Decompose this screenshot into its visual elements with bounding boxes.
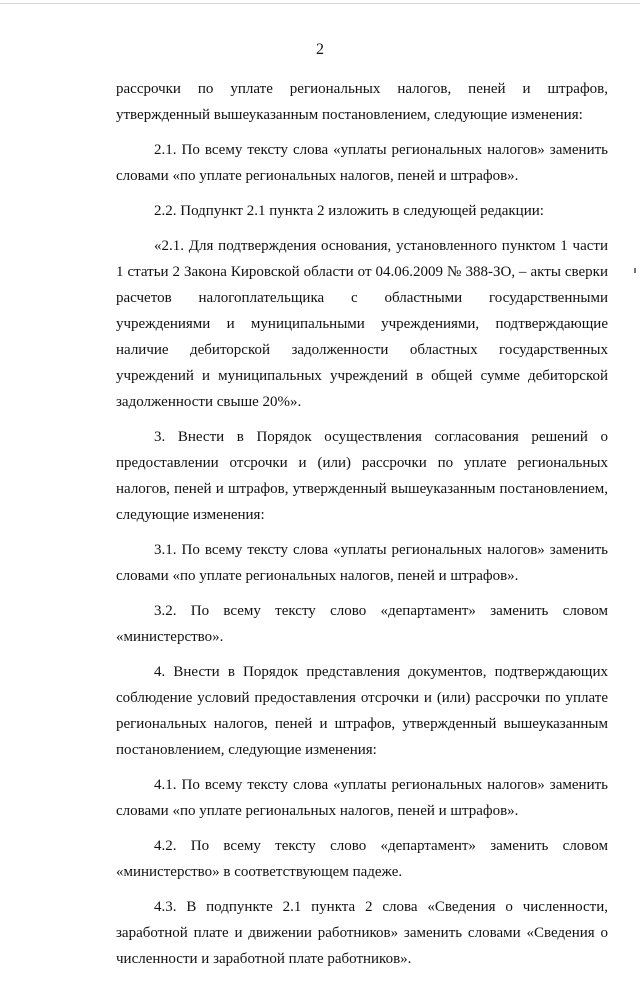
document-body xyxy=(116,76,608,981)
paragraph-3-2: 3.2. По всему тексту слово «департамент» заменить словом «министерство». xyxy=(116,603,608,645)
page-top-border xyxy=(0,3,640,4)
page-number: 2 xyxy=(316,41,324,58)
paragraph-2-2: 2.2. Подпункт 2.1 пункта 2 изложить в следующей редакции: xyxy=(154,203,544,219)
paragraph-3-1: 3.1. По всему тексту слова «уплаты региональных налогов» заменить словами «по уплате региональных налогов, пеней и штрафов». xyxy=(116,542,608,584)
paragraph-3: 3. Внести в Порядок осуществления согласования решений о предоставлении отсрочки и (или) рассрочки по уплате региональных налогов, пеней и штрафов, утвержденный вышеуказанным постановлением, следующие изменения: xyxy=(116,429,608,523)
paragraph-2-1-new-text: «2.1. Для подтверждения основания, установленного пунктом 1 части 1 статьи 2 Закона Кировской области от 04.06.2009 № 388-ЗО, – акты сверки расчетов налогоплательщика с областными государственными учреждениями и муниципальными учреждениями, подтверждающие наличие дебиторской задолженности областных государственных учреждений и муниципальных учреждений в общей сумме дебиторской задолженности свыше 20%». xyxy=(116,238,608,410)
paragraph-4: 4. Внести в Порядок представления документов, подтверждающих соблюдение условий предоставления отсрочки и (или) рассрочки по уплате региональных налогов, пеней и штрафов, утвержденный вышеуказанным постановлением, следующие изменения: xyxy=(116,664,608,758)
paragraph-4-1: 4.1. По всему тексту слова «уплаты региональных налогов» заменить словами «по уплате региональных налогов, пеней и штрафов». xyxy=(116,777,608,819)
paragraph-4-2: 4.2. По всему тексту слово «департамент» заменить словом «министерство» в соответствующем падеже. xyxy=(116,838,608,880)
scan-edge-mark xyxy=(634,268,636,273)
paragraph-continuation: рассрочки по уплате региональных налогов, пеней и штрафов, утвержденный вышеуказанным постановлением, следующие изменения: xyxy=(116,81,608,123)
paragraph-2-1: 2.1. По всему тексту слова «уплаты региональных налогов» заменить словами «по уплате региональных налогов, пеней и штрафов». xyxy=(116,142,608,184)
paragraph-4-3: 4.3. В подпункте 2.1 пункта 2 слова «Сведения о численности, заработной плате и движении работников» заменить словами «Сведения о численности и заработной плате работников». xyxy=(116,899,608,967)
